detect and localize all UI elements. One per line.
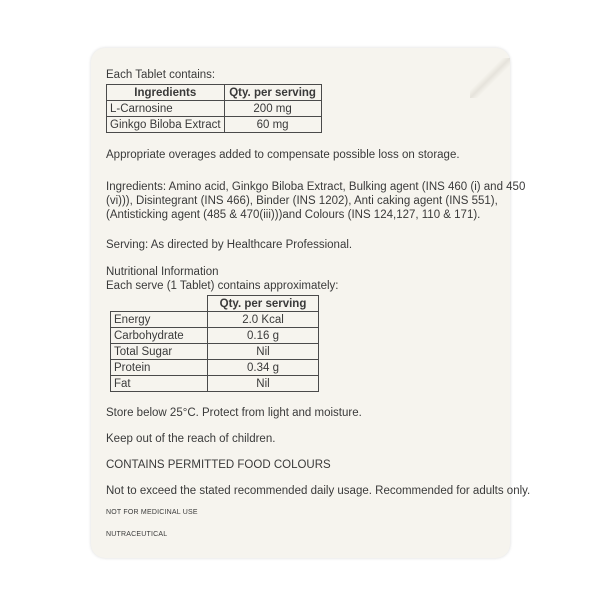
- nutraceutical-label: NUTRACEUTICAL: [106, 531, 168, 538]
- table-cell: 0.16 g: [208, 328, 319, 344]
- nutrition-table: [110, 295, 319, 392]
- table-row: [107, 117, 322, 133]
- table-cell: Ginkgo Biloba Extract: [107, 117, 225, 133]
- table-row: [111, 312, 319, 328]
- table-row: [107, 85, 322, 101]
- table-cell: Energy: [111, 312, 208, 328]
- food-colours-notice: CONTAINS PERMITTED FOOD COLOURS: [106, 459, 331, 471]
- ingredients-line-1: Ingredients: Amino acid, Ginkgo Biloba Extract, Bulking agent (INS 460 (i) and 450: [106, 181, 526, 193]
- daily-usage-notice: Not to exceed the stated recommended daily usage. Recommended for adults only.: [106, 485, 531, 497]
- table-cell: Protein: [111, 360, 208, 376]
- table-cell: Total Sugar: [111, 344, 208, 360]
- table-row: [111, 328, 319, 344]
- table-row: [111, 344, 319, 360]
- table-row: [107, 101, 322, 117]
- table-header-blank: [111, 296, 208, 312]
- serving-text: Serving: As directed by Healthcare Professional.: [106, 239, 353, 251]
- table-header-qty: Qty. per serving: [224, 85, 321, 101]
- table-cell: 60 mg: [224, 117, 321, 133]
- table-cell: L-Carnosine: [107, 101, 225, 117]
- table-cell: 0.34 g: [208, 360, 319, 376]
- table-cell: Carbohydrate: [111, 328, 208, 344]
- nutrition-title: Nutritional Information: [106, 266, 219, 278]
- each-tablet-heading: Each Tablet contains:: [106, 69, 216, 81]
- table-cell: 200 mg: [224, 101, 321, 117]
- nutrition-subtitle: Each serve (1 Tablet) contains approximately:: [106, 280, 339, 292]
- overages-text: Appropriate overages added to compensate possible loss on storage.: [106, 149, 460, 161]
- ingredients-line-2: (vi))), Disintegrant (INS 466), Binder (INS 1202), Anti caking agent (INS 551),: [106, 195, 498, 207]
- table-cell: Nil: [208, 376, 319, 392]
- ingredients-line-3: (Antisticking agent (485 & 470(iii)))and Colours (INS 124,127, 110 & 171).: [106, 209, 481, 221]
- table-cell: Fat: [111, 376, 208, 392]
- table-row: [111, 360, 319, 376]
- table-row: [111, 296, 319, 312]
- table-cell: 2.0 Kcal: [208, 312, 319, 328]
- table-header-ingredients: Ingredients: [107, 85, 225, 101]
- not-medicinal-notice: NOT FOR MEDICINAL USE: [106, 509, 198, 516]
- children-warning: Keep out of the reach of children.: [106, 433, 276, 445]
- table-header-qty: Qty. per serving: [208, 296, 319, 312]
- storage-text: Store below 25°C. Protect from light and moisture.: [106, 407, 362, 419]
- table-row: [111, 376, 319, 392]
- table-cell: Nil: [208, 344, 319, 360]
- ingredients-table: [106, 84, 322, 133]
